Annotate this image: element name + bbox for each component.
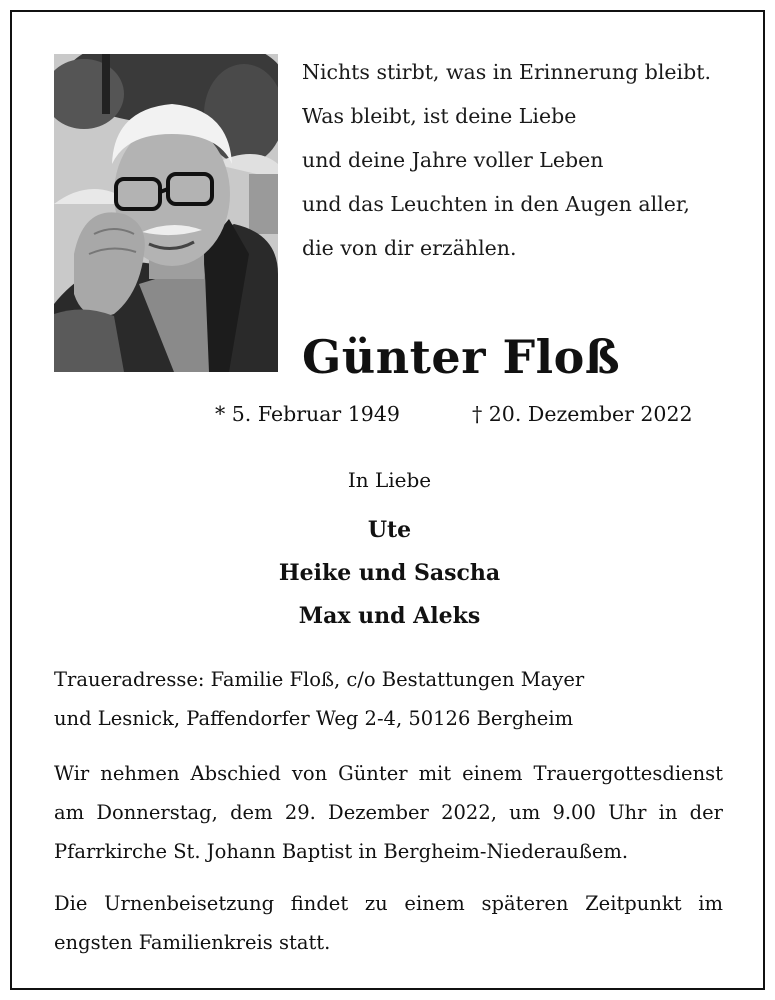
- mourner-name: Ute: [367, 517, 412, 543]
- mourners-intro: In Liebe: [347, 468, 432, 492]
- poem-line: Nichts stirbt, was in Erinnerung bleibt.: [302, 60, 711, 84]
- burial-note: Die Urnenbeisetzung findet zu einem späteren Zeitpunkt im engsten Familienkreis statt.: [54, 892, 723, 954]
- death-date: † 20. Dezember 2022: [472, 402, 693, 426]
- poem-line: die von dir erzählen.: [302, 236, 517, 260]
- birth-date: * 5. Februar 1949: [215, 402, 400, 426]
- mourner-name: Max und Aleks: [298, 603, 481, 629]
- service-announcement: Wir nehmen Abschied von Günter mit einem Trauergottesdienst am Donnerstag, dem 29. Dezember 2022, um 9.00 Uhr in der Pfarrkirche St. Johann Baptist in Bergheim-Niederaußem.: [54, 762, 723, 863]
- mourner-name: Heike und Sascha: [278, 560, 501, 586]
- address-line: und Lesnick, Paffendorfer Weg 2-4, 50126 Bergheim: [54, 707, 574, 730]
- deceased-name: Günter Floß: [302, 330, 621, 384]
- poem-line: und deine Jahre voller Leben: [302, 148, 604, 172]
- mourning-address: [54, 660, 723, 738]
- memorial-poem: [302, 50, 742, 270]
- portrait-illustration: [54, 54, 278, 372]
- obituary-frame: [10, 10, 765, 990]
- poem-line: und das Leuchten in den Augen aller,: [302, 192, 690, 216]
- poem-line: Was bleibt, ist deine Liebe: [302, 104, 577, 128]
- portrait-photo: [54, 54, 278, 372]
- address-line: Traueradresse: Familie Floß, c/o Bestattungen Mayer: [54, 668, 585, 691]
